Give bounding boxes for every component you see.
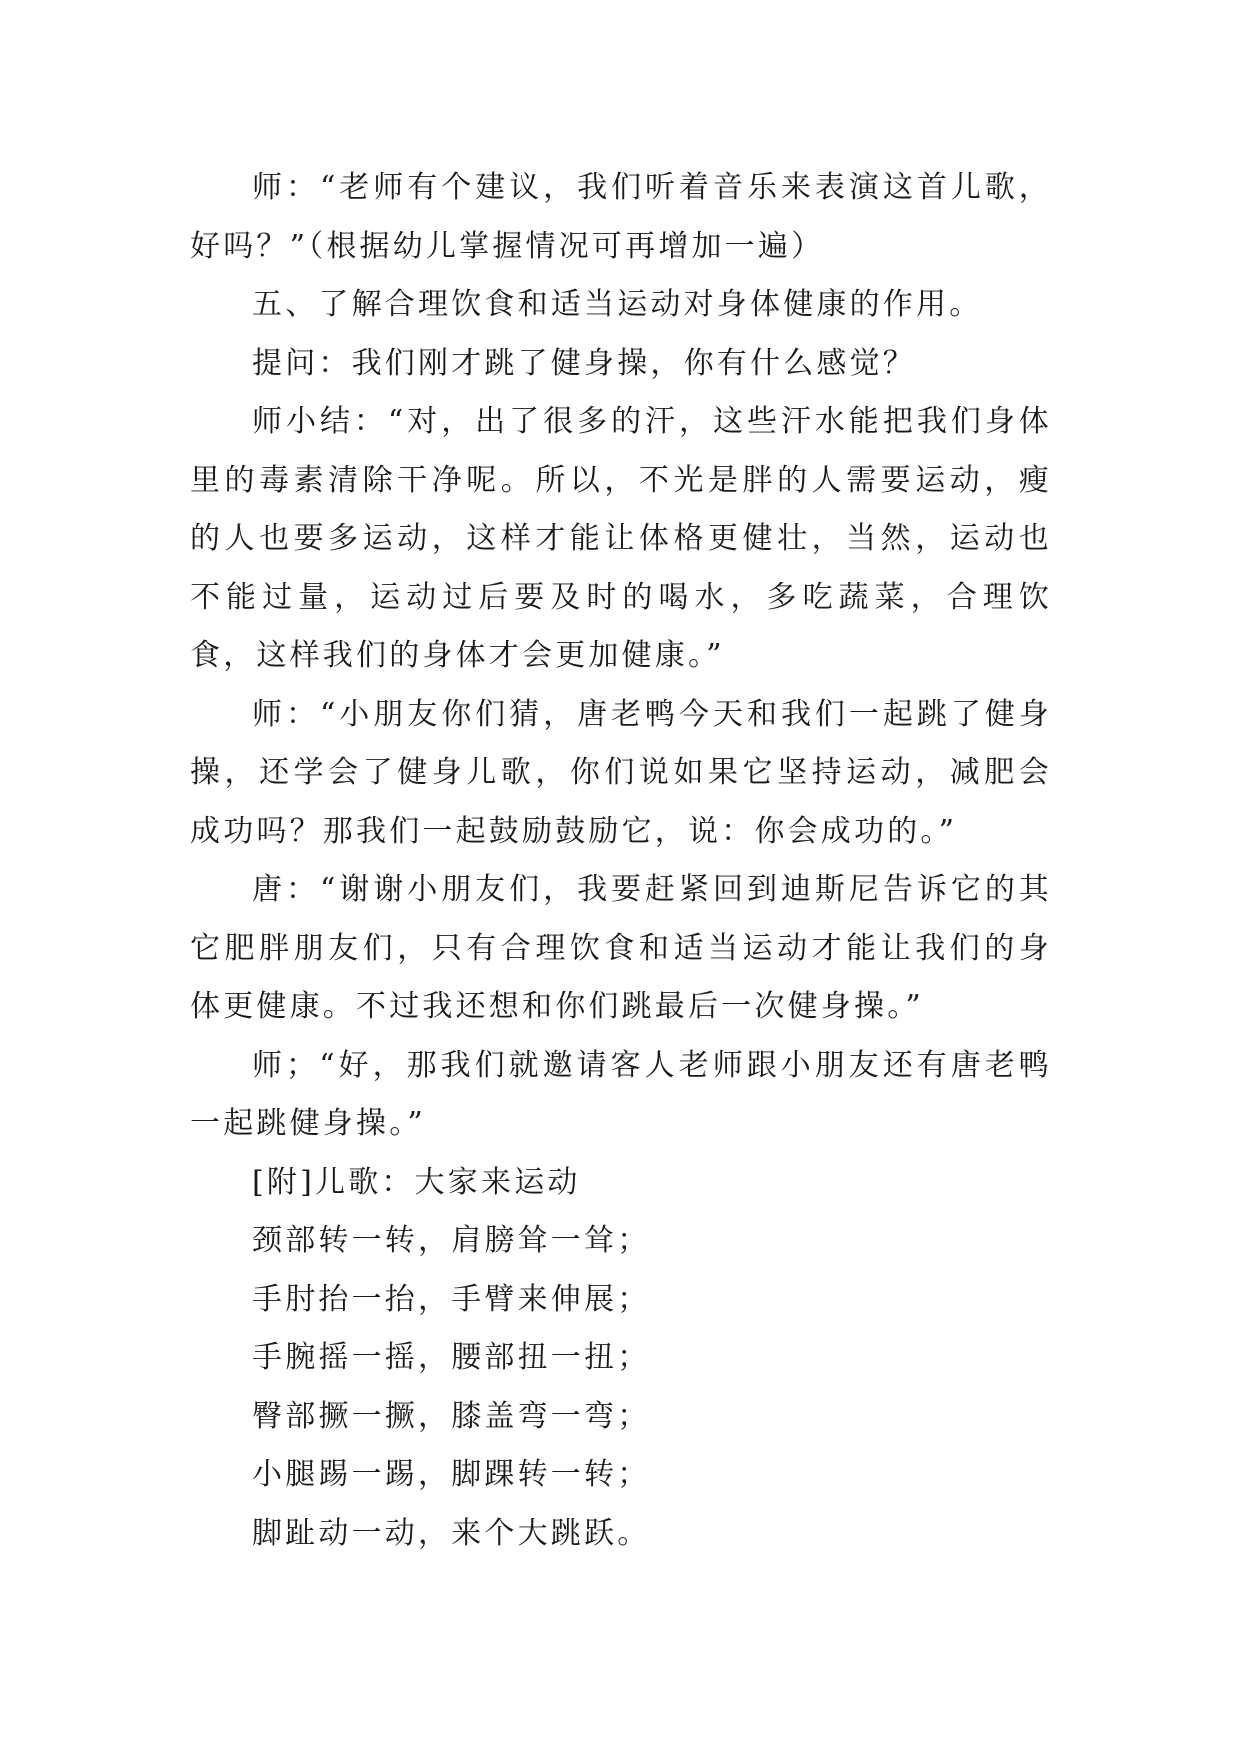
paragraph-teacher-suggestion: 师：“老师有个建议，我们听着音乐来表演这首儿歌，好吗？”（根据幼儿掌握情况可再增加一遍） — [190, 170, 1052, 264]
song-line: 脚趾动一动，来个大跳跃。 — [252, 1515, 651, 1551]
song-line: 臀部撅一撅，膝盖弯一弯； — [252, 1398, 651, 1434]
song-title: [附]儿歌：大家来运动 — [252, 1164, 581, 1200]
song-line: 颈部转一转，肩膀耸一耸； — [252, 1223, 651, 1258]
document-body — [190, 159, 1052, 1563]
paragraph-teacher-summary: 师小结：“对，出了很多的汗，这些汗水能把我们身体里的毒素清除干净呢。所以，不光是胖的人需要运动，瘦的人也要多运动，这样才能让体格更健壮，当然，运动也不能过量，运动过后要及时的喝水，多吃蔬菜，合理饮食，这样我们的身体才会更加健康。” — [190, 404, 1052, 673]
song-line: 手腕摇一摇，腰部扭一扭； — [252, 1340, 651, 1375]
paragraph-teacher-invite: 师；“好，那我们就邀请客人老师跟小朋友还有唐老鸭一起跳健身操。” — [190, 1047, 1052, 1141]
paragraph-teacher-guess: 师：“小朋友你们猜，唐老鸭今天和我们一起跳了健身操，还学会了健身儿歌，你们说如果它坚持运动，减肥会成功吗？那我们一起鼓励鼓励它，说：你会成功的。” — [190, 696, 1052, 849]
song-line: 手肘抬一抬，手臂来伸展； — [252, 1281, 651, 1317]
song-line: 小腿踢一踢，脚踝转一转； — [252, 1457, 651, 1492]
paragraph-tang-reply: 唐：“谢谢小朋友们，我要赶紧回到迪斯尼告诉它的其它肥胖朋友们，只有合理饮食和适当运动才能让我们的身体更健康。不过我还想和你们跳最后一次健身操。” — [190, 872, 1052, 1024]
section-heading-five: 五、了解合理饮食和适当运动对身体健康的作用。 — [252, 287, 983, 322]
paragraph-question: 提问：我们刚才跳了健身操，你有什么感觉？ — [252, 345, 916, 381]
